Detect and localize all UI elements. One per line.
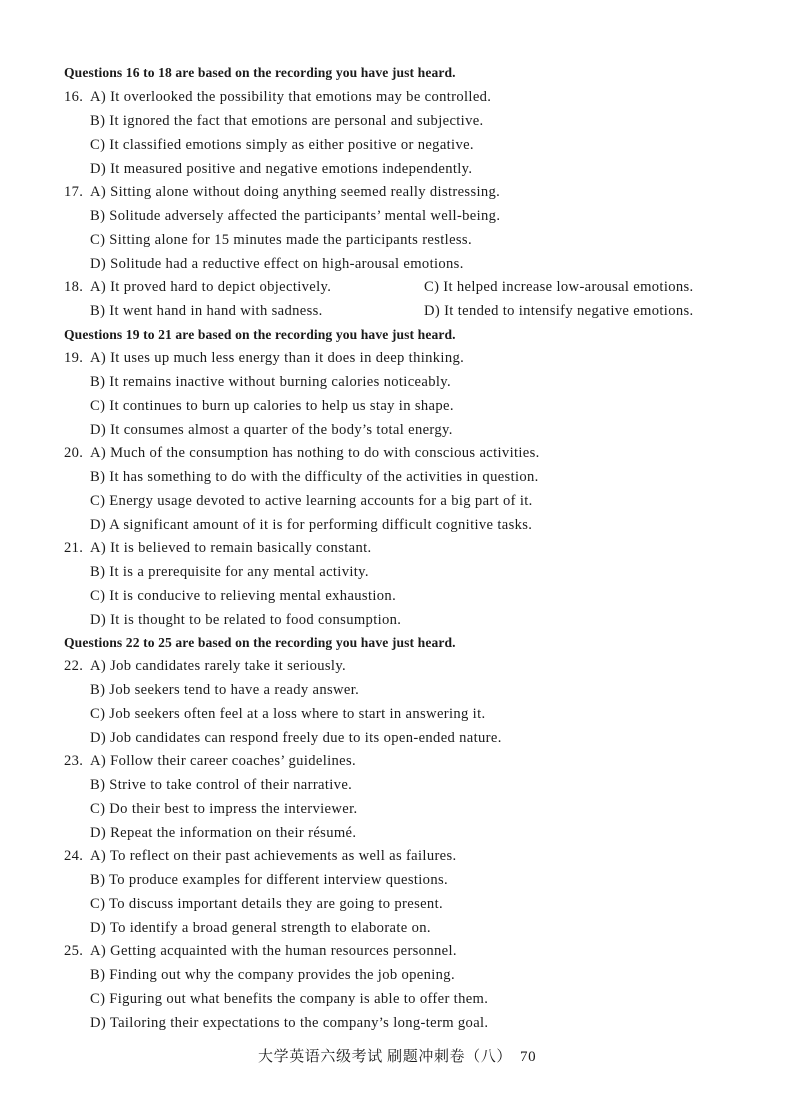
section-heading: Questions 22 to 25 are based on the recording you have just heard.	[64, 635, 456, 650]
question-number: 16.	[64, 89, 84, 105]
option-b: B) It remains inactive without burning calories noticeably.	[90, 374, 451, 390]
option-c: C) To discuss important details they are going to present.	[90, 896, 443, 912]
section-heading: Questions 19 to 21 are based on the recording you have just heard.	[64, 327, 456, 342]
option-c: C) Figuring out what benefits the company is able to offer them.	[90, 991, 489, 1007]
option-b: B) Strive to take control of their narrative.	[90, 777, 353, 793]
option-d: D) A significant amount of it is for performing difficult cognitive tasks.	[90, 517, 533, 533]
option-a: A) Getting acquainted with the human resources personnel.	[90, 943, 457, 959]
footer-title: 大学英语六级考试 刷题冲刺卷（八）	[258, 1049, 512, 1065]
question-number: 25.	[64, 943, 84, 959]
option-c: C) It is conducive to relieving mental exhaustion.	[90, 588, 397, 604]
option-b: B) Job seekers tend to have a ready answer.	[90, 682, 360, 698]
option-b: B) Finding out why the company provides the job opening.	[90, 967, 455, 983]
option-d: D) Solitude had a reductive effect on high-arousal emotions.	[90, 256, 464, 272]
option-d: D) Job candidates can respond freely due to its open-ended nature.	[90, 730, 502, 746]
option-c: C) Energy usage devoted to active learning accounts for a big part of it.	[90, 493, 533, 509]
option-a: A) It proved hard to depict objectively.	[90, 279, 332, 295]
option-c: C) It classified emotions simply as either positive or negative.	[90, 137, 474, 153]
option-c: C) Do their best to impress the interviewer.	[90, 801, 358, 817]
option-a: A) To reflect on their past achievements as well as failures.	[90, 848, 457, 864]
option-c: C) Sitting alone for 15 minutes made the participants restless.	[90, 232, 472, 248]
option-a: A) Follow their career coaches’ guidelines.	[90, 753, 357, 769]
question-number: 17.	[64, 184, 84, 200]
option-a: A) It uses up much less energy than it does in deep thinking.	[90, 350, 465, 366]
option-a: A) Sitting alone without doing anything seemed really distressing.	[90, 184, 501, 200]
question-number: 22.	[64, 658, 84, 674]
option-a: A) Job candidates rarely take it seriously.	[90, 658, 347, 674]
option-d: D) It consumes almost a quarter of the body’s total energy.	[90, 422, 453, 438]
option-b: B) It is a prerequisite for any mental activity.	[90, 564, 369, 580]
option-d: D) It is thought to be related to food consumption.	[90, 612, 402, 628]
option-c: C) It continues to burn up calories to help us stay in shape.	[90, 398, 454, 414]
option-d: D) Repeat the information on their résumé.	[90, 825, 357, 841]
option-d: D) It tended to intensify negative emotions.	[424, 303, 694, 319]
question-number: 24.	[64, 848, 84, 864]
option-a: A) Much of the consumption has nothing to do with conscious activities.	[90, 445, 540, 461]
question-number: 23.	[64, 753, 84, 769]
option-b: B) It ignored the fact that emotions are personal and subjective.	[90, 113, 484, 129]
question-number: 20.	[64, 445, 84, 461]
option-c: C) Job seekers often feel at a loss where to start in answering it.	[90, 706, 486, 722]
section-heading: Questions 16 to 18 are based on the recording you have just heard.	[64, 65, 456, 80]
option-a: A) It is believed to remain basically constant.	[90, 540, 372, 556]
option-d: D) It measured positive and negative emotions independently.	[90, 161, 473, 177]
option-a: A) It overlooked the possibility that emotions may be controlled.	[90, 89, 492, 105]
option-d: D) Tailoring their expectations to the company’s long-term goal.	[90, 1015, 489, 1031]
page-number: 70	[520, 1049, 537, 1065]
option-c: C) It helped increase low-arousal emotions.	[424, 279, 694, 295]
question-number: 21.	[64, 540, 84, 556]
option-b: B) It went hand in hand with sadness.	[90, 303, 323, 319]
question-number: 19.	[64, 350, 84, 366]
question-number: 18.	[64, 279, 84, 295]
option-d: D) To identify a broad general strength to elaborate on.	[90, 920, 431, 936]
option-b: B) Solitude adversely affected the participants’ mental well-being.	[90, 208, 501, 224]
option-b: B) To produce examples for different interview questions.	[90, 872, 449, 888]
option-b: B) It has something to do with the difficulty of the activities in question.	[90, 469, 539, 485]
